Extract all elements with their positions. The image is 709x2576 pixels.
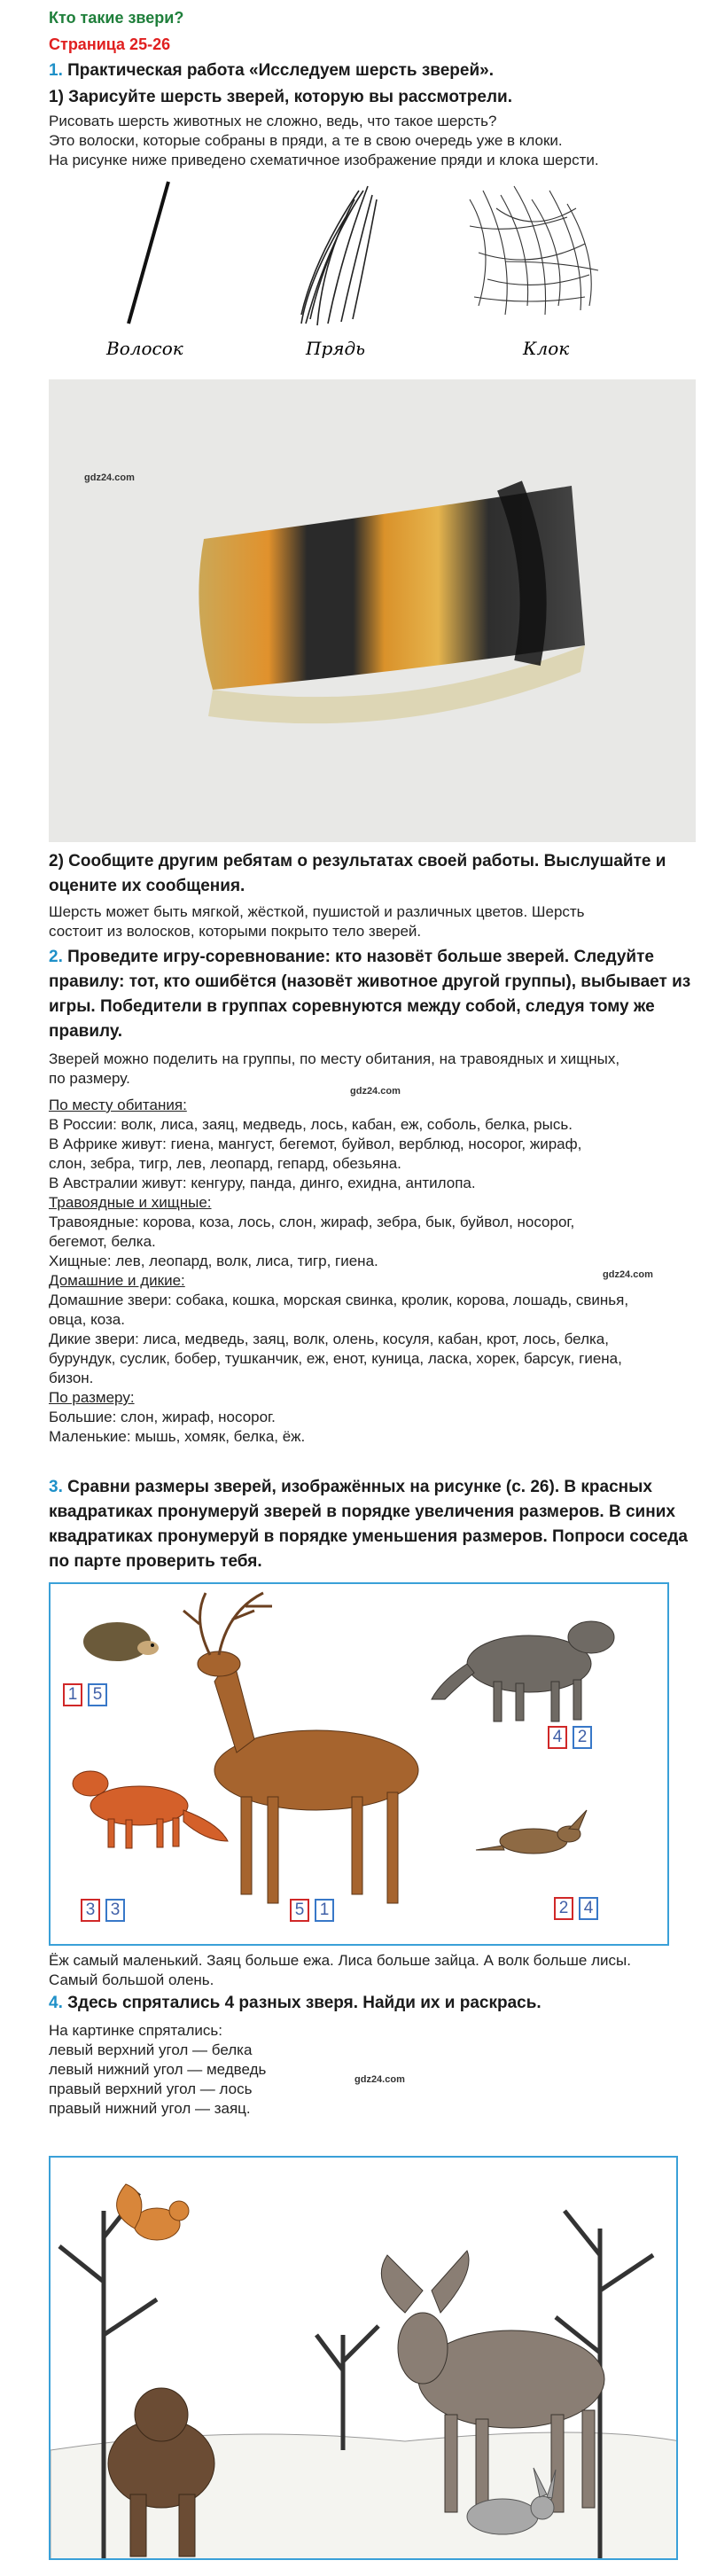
watermark: gdz24.com bbox=[84, 472, 135, 483]
text-line: бизон. bbox=[49, 1370, 94, 1386]
text-line: На рисунке ниже приведено схематичное изображение пряди и клока шерсти. bbox=[49, 152, 599, 168]
text-line: игры. Победители в группах соревнуются между собой, следуя тому же bbox=[49, 997, 655, 1016]
hare-red-box: 2 bbox=[554, 1897, 573, 1920]
task-1-paragraph bbox=[49, 112, 599, 170]
domestic-heading: Домашние и дикие: bbox=[49, 1272, 185, 1289]
wolf-blue-box: 2 bbox=[573, 1726, 592, 1749]
label-hair: Волосок bbox=[106, 338, 183, 359]
wolf-red-box: 4 bbox=[548, 1726, 567, 1749]
task-3-number: 3. bbox=[49, 1478, 63, 1496]
text-line: 2) Сообщите другим ребятам о результатах своей работы. Выслушайте и bbox=[49, 852, 666, 870]
text-line: правилу. bbox=[49, 1022, 123, 1041]
task-4-heading bbox=[49, 1991, 541, 2016]
text-line: В Австралии живут: кенгуру, панда, динго, ехидна, антилопа. bbox=[49, 1175, 476, 1191]
watermark: gdz24.com bbox=[603, 1269, 653, 1280]
text-line: Проведите игру-соревнование: кто назовёт больше зверей. Следуйте bbox=[67, 948, 654, 966]
task-1-number: 1. bbox=[49, 61, 63, 80]
squirrel-figure bbox=[117, 2184, 189, 2240]
text-line: Это волоски, которые собраны в пряди, а те в свою очередь уже в клоки. bbox=[49, 132, 563, 149]
hair-strand bbox=[129, 182, 168, 324]
text-line: левый верхний угол — белка bbox=[49, 2041, 253, 2058]
text-line: Самый большой олень. bbox=[49, 1971, 214, 1988]
hair-lock bbox=[301, 186, 377, 325]
fox-figure bbox=[73, 1771, 228, 1848]
diet-heading: Травоядные и хищные: bbox=[49, 1194, 212, 1211]
text-line: Зверей можно поделить на группы, по месту обитания, на травоядных и хищных, bbox=[49, 1050, 620, 1067]
task-1-subtitle: 1) Зарисуйте шерсть зверей, которую вы рассмотрели. bbox=[49, 88, 513, 106]
text-line: Травоядные: корова, коза, лось, слон, жираф, зебра, бык, буйвол, носорог, bbox=[49, 1214, 575, 1230]
task-2-heading bbox=[49, 945, 690, 1044]
text-line: Большие: слон, жираф, носорог. bbox=[49, 1409, 276, 1425]
text-line: Ёж самый маленький. Заяц больше ежа. Лиса больше зайца. А волк больше лисы. bbox=[49, 1952, 631, 1969]
text-line: по парте проверить тебя. bbox=[49, 1552, 262, 1571]
text-line: бурундук, суслик, бобер, тушканчик, еж, енот, куница, ласка, хорек, барсук, гиена, bbox=[49, 1350, 622, 1367]
text-line: Сравни размеры зверей, изображённых на рисунке (с. 26). В красных bbox=[67, 1478, 652, 1496]
hidden-animals-picture bbox=[49, 2156, 678, 2560]
hedgehog-blue-box: 5 bbox=[88, 1683, 107, 1706]
animals-size-picture bbox=[49, 1582, 669, 1946]
deer-blue-box: 1 bbox=[315, 1899, 334, 1922]
task-3-answer bbox=[49, 1951, 631, 1990]
size-heading: По размеру: bbox=[49, 1389, 135, 1406]
hedgehog-red-box: 1 bbox=[63, 1683, 82, 1706]
task-1-part-2-heading bbox=[49, 849, 666, 899]
watermark: gdz24.com bbox=[354, 2074, 405, 2085]
text-line: Домашние звери: собака, кошка, морская свинка, кролик, корова, лошадь, свинья, bbox=[49, 1292, 629, 1308]
text-line: квадратиках пронумеруй зверей в порядке увеличения размеров. В синих bbox=[49, 1503, 675, 1521]
text-line: В Африке живут: гиена, мангуст, бегемот, буйвол, верблюд, носорог, жираф, bbox=[49, 1136, 582, 1152]
deer-red-box: 5 bbox=[290, 1899, 309, 1922]
habitat-heading: По месту обитания: bbox=[49, 1097, 187, 1113]
task-1-heading bbox=[49, 59, 494, 83]
hedgehog-figure bbox=[83, 1622, 159, 1661]
task-4-number: 4. bbox=[49, 1994, 63, 2012]
text-line: состоит из волосков, которыми покрыто тело зверей. bbox=[49, 923, 422, 940]
text-line: овца, коза. bbox=[49, 1311, 125, 1328]
fox-blue-box: 3 bbox=[105, 1899, 125, 1922]
task-2-number: 2. bbox=[49, 948, 63, 966]
page-title: Кто такие звери? bbox=[49, 9, 184, 27]
label-lock: Прядь bbox=[306, 338, 366, 359]
text-line: правый нижний угол — заяц. bbox=[49, 2100, 251, 2117]
text-line: правый верхний угол — лось bbox=[49, 2080, 253, 2097]
fur-sketch-illustration bbox=[89, 173, 638, 372]
task-4-answer bbox=[49, 2021, 266, 2119]
fur-tuft bbox=[470, 186, 598, 315]
text-line: квадратиках пронумеруй в порядке уменьшения размеров. Попроси соседа bbox=[49, 1527, 688, 1546]
fur-drawing-photo bbox=[49, 379, 696, 842]
task-1-part-2-answer bbox=[49, 902, 585, 941]
text-line: На картинке спрятались: bbox=[49, 2022, 222, 2039]
text-line: слон, зебра, тигр, лев, леопард, гепард, обезьяна. bbox=[49, 1155, 401, 1172]
text-line: бегемот, белка. bbox=[49, 1233, 156, 1250]
hare-figure bbox=[476, 1810, 587, 1854]
page-range: Страница 25-26 bbox=[49, 35, 171, 53]
text-line: Маленькие: мышь, хомяк, белка, ёж. bbox=[49, 1428, 306, 1445]
text-line: оцените их сообщения. bbox=[49, 877, 245, 895]
text-line: В России: волк, лиса, заяц, медведь, лось, кабан, еж, соболь, белка, рысь. bbox=[49, 1116, 573, 1133]
task-2-intro bbox=[49, 1050, 619, 1089]
text-line: левый нижний угол — медведь bbox=[49, 2061, 267, 2078]
text-line: правилу: тот, кто ошибётся (назовёт животное другой группы), выбывает из bbox=[49, 972, 691, 991]
text-line: Дикие звери: лиса, медведь, заяц, волк, олень, косуля, кабан, крот, лось, белка, bbox=[49, 1331, 609, 1347]
task-3-heading bbox=[49, 1475, 688, 1574]
task-4-text: Здесь спрятались 4 разных зверя. Найди их и раскрась. bbox=[67, 1994, 541, 2012]
text-line: Рисовать шерсть животных не сложно, ведь, что такое шерсть? bbox=[49, 113, 497, 129]
label-tuft: Клок bbox=[523, 338, 570, 359]
hare-blue-box: 4 bbox=[579, 1897, 598, 1920]
text-line: Шерсть может быть мягкой, жёсткой, пушистой и различных цветов. Шерсть bbox=[49, 903, 585, 920]
watermark: gdz24.com bbox=[350, 1086, 401, 1097]
text-line: по размеру. bbox=[49, 1070, 130, 1087]
deer-figure bbox=[183, 1593, 418, 1903]
wolf-figure bbox=[432, 1621, 614, 1721]
text-line: Хищные: лев, леопард, волк, лиса, тигр, гиена. bbox=[49, 1253, 378, 1269]
task-2-answer bbox=[49, 1096, 628, 1447]
task-1-text: Практическая работа «Исследуем шерсть зверей». bbox=[67, 61, 494, 80]
fox-red-box: 3 bbox=[81, 1899, 100, 1922]
